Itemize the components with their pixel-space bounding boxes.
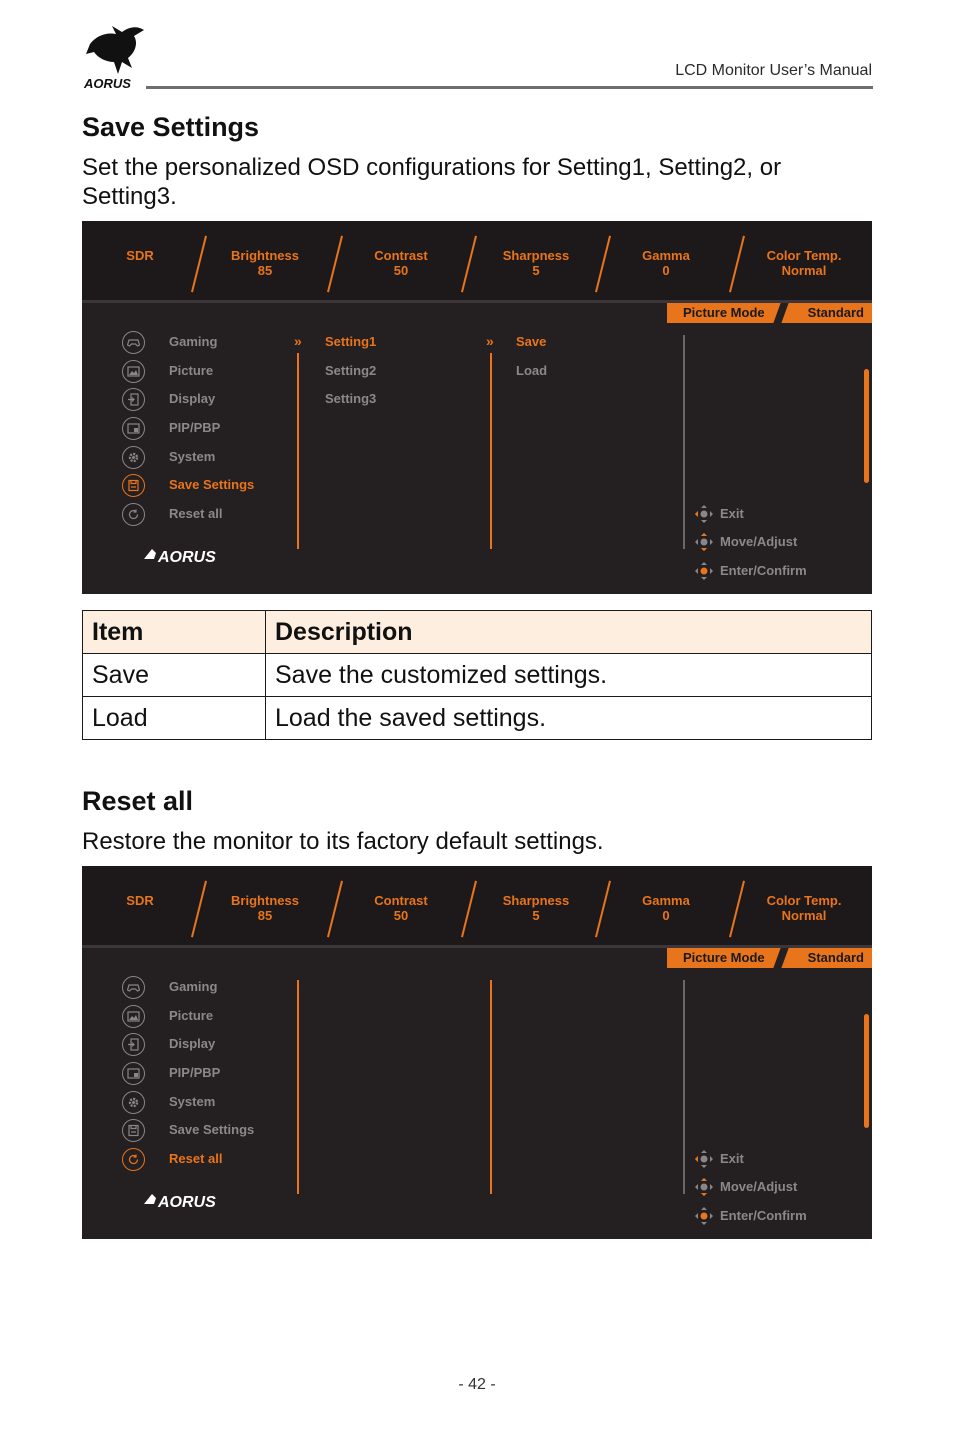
gear-icon: [122, 1091, 145, 1114]
osd-screenshot-reset-all: [82, 866, 872, 1239]
top-divider: [461, 236, 477, 293]
osd-top-bar: [82, 221, 872, 301]
svg-text:AORUS: AORUS: [158, 1194, 216, 1211]
column-divider: [683, 335, 685, 549]
osd-screenshot-save-settings: [82, 221, 872, 594]
osd-brand-logo: [142, 1190, 228, 1212]
menu-label: Save Settings: [169, 477, 255, 492]
pip-icon: [122, 1062, 145, 1085]
top-item-contrast: Contrast 50: [374, 248, 428, 278]
nav-label: Enter/Confirm: [720, 563, 807, 578]
column-divider: [490, 980, 492, 1194]
top-item-brightness: Brightness 85: [231, 248, 299, 278]
menu-label: PIP/PBP: [169, 420, 221, 435]
table-cell-description: Load the saved settings.: [266, 697, 872, 740]
picture-mode-value: Standard: [807, 950, 864, 965]
section-description-save-settings: Set the personalized OSD configurations for Setting1, Setting2, or Setting3.: [82, 154, 782, 210]
top-item-color-temp: Color Temp. Normal: [766, 248, 842, 278]
menu-label: Gaming: [169, 334, 218, 349]
column-divider: [297, 980, 299, 1194]
top-item-gamma: Gamma 0: [642, 893, 690, 923]
top-divider: [327, 236, 343, 293]
pip-icon: [122, 417, 145, 440]
display-input-icon: [122, 1033, 145, 1056]
top-item-sdr: SDR: [126, 248, 154, 263]
display-input-icon: [122, 388, 145, 411]
osd-top-bar: [82, 866, 872, 946]
aorus-logo: [82, 22, 148, 90]
gear-icon: [122, 446, 145, 469]
table-row: [83, 654, 872, 697]
joystick-icon: [694, 504, 714, 524]
column-divider: [490, 353, 492, 549]
picture-icon: [122, 1005, 145, 1028]
picture-mode-separator: [773, 303, 788, 323]
nav-label: Exit: [720, 506, 744, 521]
chevron-right-icon: »: [486, 333, 494, 349]
osd-side-accent: [864, 369, 869, 483]
top-item-sharpness: Sharpness 5: [502, 248, 570, 278]
nav-label: Enter/Confirm: [720, 1208, 807, 1223]
picture-mode-label: Picture Mode: [683, 305, 765, 320]
table-cell-description: Save the customized settings.: [266, 654, 872, 697]
top-divider: [729, 881, 745, 938]
picture-mode-separator: [773, 948, 788, 968]
svg-text:AORUS: AORUS: [84, 76, 131, 90]
menu-label: Reset all: [169, 1151, 223, 1166]
table-header-description: Description: [266, 611, 872, 654]
menu-label: Gaming: [169, 979, 218, 994]
top-item-contrast: Contrast 50: [374, 893, 428, 923]
menu-label: System: [169, 449, 216, 464]
table-header-item: Item: [83, 611, 266, 654]
joystick-icon: [694, 1149, 714, 1169]
menu-label: Picture: [169, 363, 214, 378]
joystick-icon: [694, 1177, 714, 1197]
top-divider: [191, 881, 207, 938]
table-row: [83, 697, 872, 740]
top-divider: [461, 881, 477, 938]
column-divider: [297, 353, 299, 549]
picture-mode-label: Picture Mode: [683, 950, 765, 965]
osd-side-accent: [864, 1014, 869, 1128]
top-divider: [191, 236, 207, 293]
picture-icon: [122, 360, 145, 383]
section-title-reset-all: Reset all: [82, 786, 194, 816]
top-item-sdr: SDR: [126, 893, 154, 908]
top-divider: [327, 881, 343, 938]
top-item-sharpness: Sharpness 5: [502, 893, 570, 923]
page-number: - 42 -: [458, 1376, 496, 1393]
top-item-brightness: Brightness 85: [231, 893, 299, 923]
table-cell-item: Save: [83, 654, 266, 697]
gamepad-icon: [122, 331, 145, 354]
nav-label: Move/Adjust: [720, 1179, 798, 1194]
menu-label: Save Settings: [169, 1122, 255, 1137]
gamepad-icon: [122, 976, 145, 999]
item-description-table: [82, 610, 872, 740]
nav-label: Exit: [720, 1151, 744, 1166]
joystick-icon: [694, 561, 714, 581]
load-option[interactable]: Load: [516, 363, 548, 378]
joystick-icon: [694, 1206, 714, 1226]
section-description-reset-all: Restore the monitor to its factory default settings.: [82, 828, 604, 855]
save-icon: [122, 474, 145, 497]
top-divider: [729, 236, 745, 293]
osd-brand-logo: [142, 545, 228, 567]
table-cell-item: Load: [83, 697, 266, 740]
setting1-item[interactable]: Setting1: [325, 334, 377, 349]
column-divider: [683, 980, 685, 1194]
menu-label: Display: [169, 1036, 216, 1051]
section-title-save-settings: Save Settings: [82, 112, 260, 142]
top-item-color-temp: Color Temp. Normal: [766, 893, 842, 923]
menu-label: System: [169, 1094, 216, 1109]
menu-label: Picture: [169, 1008, 214, 1023]
picture-mode-badge: [667, 948, 872, 968]
picture-mode-value: Standard: [807, 305, 864, 320]
setting3-item[interactable]: Setting3: [325, 391, 377, 406]
top-divider: [595, 236, 611, 293]
menu-label: Display: [169, 391, 216, 406]
save-icon: [122, 1119, 145, 1142]
top-item-gamma: Gamma 0: [642, 248, 690, 278]
picture-mode-badge: [667, 303, 872, 323]
table-header-row: [83, 611, 872, 654]
setting2-item[interactable]: Setting2: [325, 363, 377, 378]
menu-label: Reset all: [169, 506, 223, 521]
reset-icon: [122, 503, 145, 526]
svg-text:AORUS: AORUS: [158, 549, 216, 566]
reset-icon: [122, 1148, 145, 1171]
top-divider: [595, 881, 611, 938]
save-option[interactable]: Save: [516, 334, 547, 349]
chevron-right-icon: »: [294, 333, 302, 349]
joystick-icon: [694, 532, 714, 552]
header-rule: [146, 86, 873, 89]
manual-title: LCD Monitor User’s Manual: [675, 62, 872, 79]
menu-label: PIP/PBP: [169, 1065, 221, 1080]
nav-label: Move/Adjust: [720, 534, 798, 549]
